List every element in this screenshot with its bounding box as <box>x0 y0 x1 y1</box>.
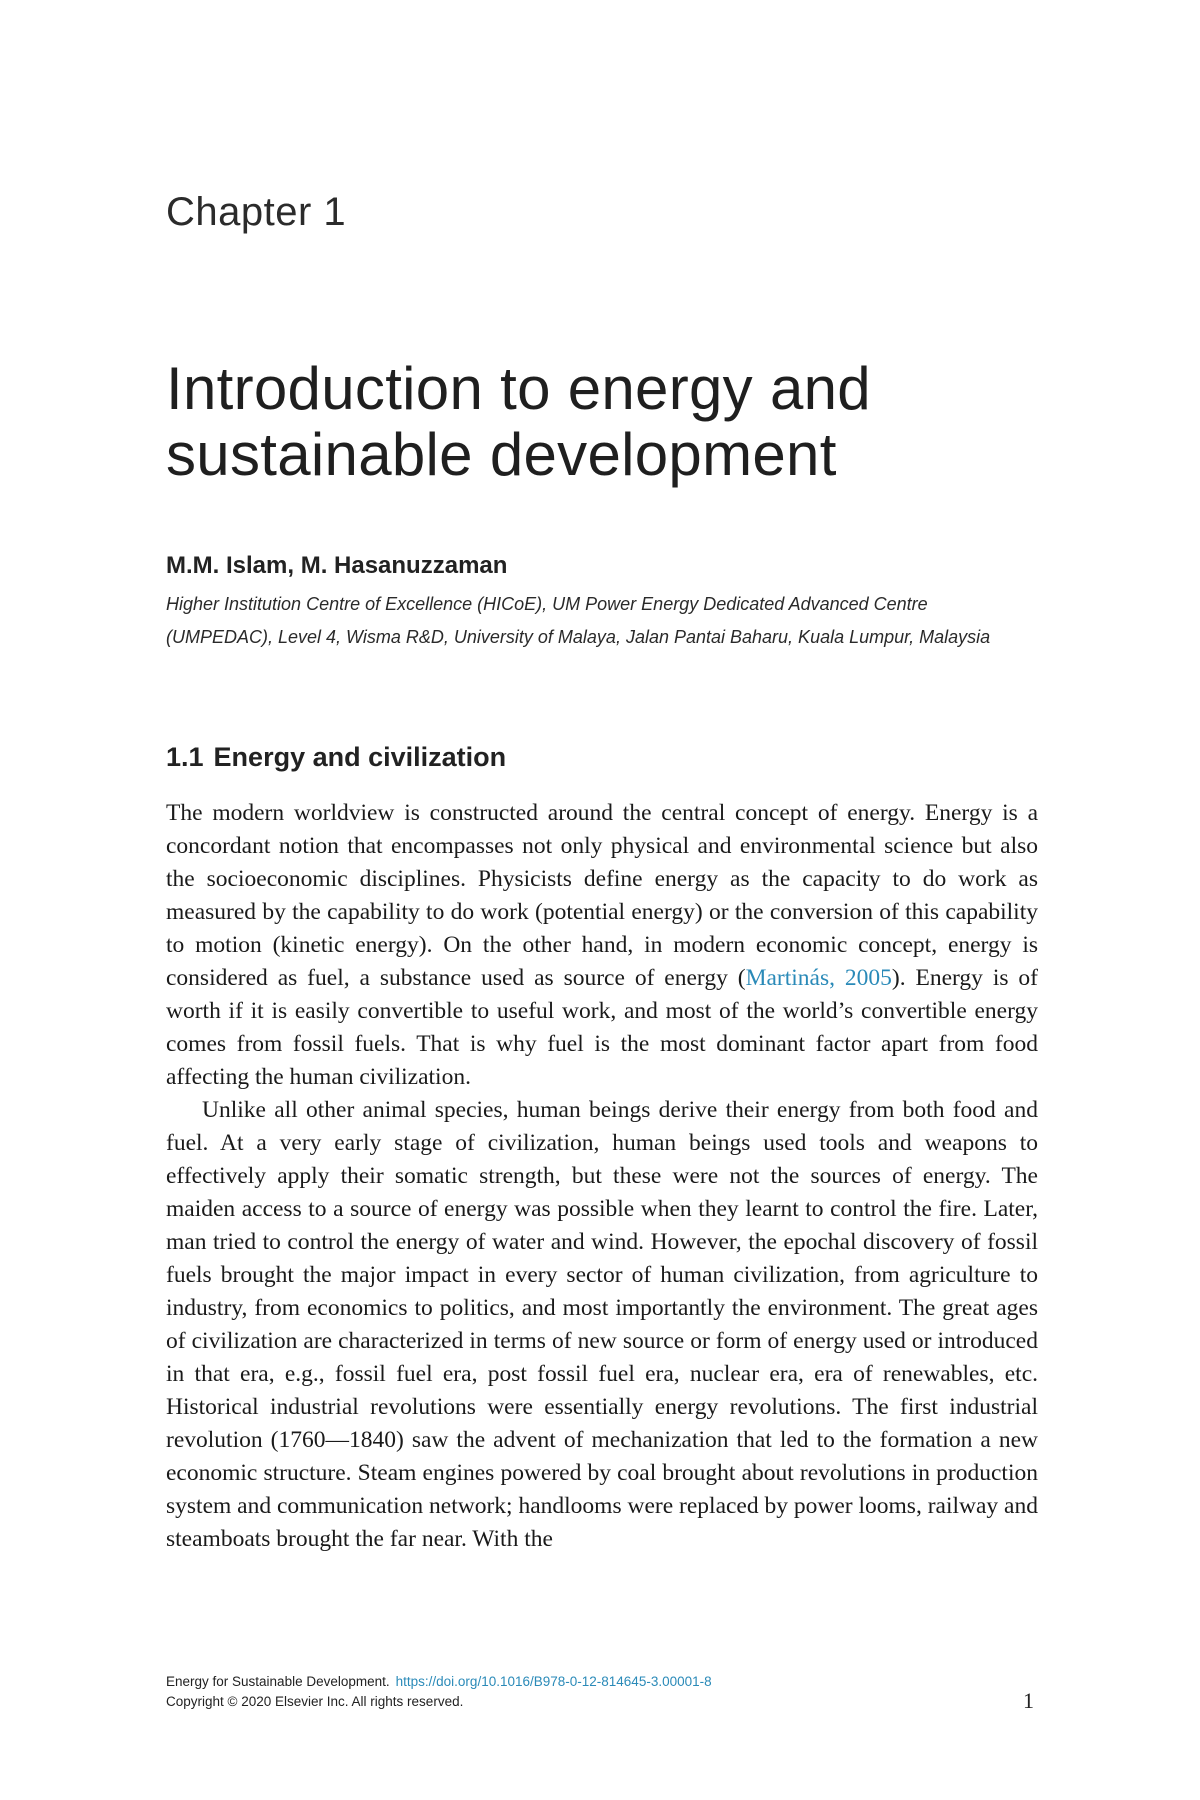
page-number: 1 <box>1023 1688 1034 1713</box>
chapter-title: Introduction to energy and sustainable development <box>166 355 871 488</box>
section-heading <box>166 742 506 773</box>
chapter-label: Chapter 1 <box>166 190 347 234</box>
page-footer <box>166 1672 1038 1712</box>
footer-copyright: Copyright © 2020 Elsevier Inc. All rights reserved. <box>166 1694 464 1709</box>
section-number: 1.1 <box>166 742 204 772</box>
paragraph-text-after-citation: ). Energy is of worth if it is easily convertible to useful work, and most of the world’s convertible energy comes from fossil fuels. That is why fuel is the most dominant factor apart from food affecting the human civilization. <box>166 965 1039 1090</box>
body-text <box>166 797 1038 1556</box>
footer-citation-line <box>166 1672 1038 1692</box>
paragraph-energy-definition <box>166 797 1038 1094</box>
paragraph-energy-history: Unlike all other animal species, human beings derive their energy from both food and fuel. At a very early stage of civilization, human beings used tools and weapons to effectively apply their somatic strength, but these were not the sources of energy. The maiden access to a source of energy was possible when they learnt to control the fire. Later, man tried to control the energy of water and wind. However, the epochal discovery of fossil fuels brought the major impact in every sector of human civilization, from agriculture to industry, from economics to politics, and most importantly the environment. The great ages of civilization are characterized in terms of new source or form of energy used or introduced in that era, e.g., fossil fuel era, post fossil fuel era, nuclear era, era of renewables, etc. Historical industrial revolutions were essentially energy revolutions. The first industrial revolution (1760—1840) saw the advent of mechanization that led to the formation a new economic structure. Steam engines powered by coal brought about revolutions in production system and communication network; handlooms were replaced by power looms, railway and steamboats brought the far near. With the <box>166 1097 1038 1552</box>
author-list: M.M. Islam, M. Hasanuzzaman <box>166 552 508 579</box>
doi-link[interactable]: https://doi.org/10.1016/B978-0-12-814645-3.00001-8 <box>395 1674 712 1689</box>
citation-link[interactable]: Martinás, 2005 <box>745 965 892 991</box>
author-affiliation: Higher Institution Centre of Excellence (HICoE), UM Power Energy Dedicated Advanced Centre (UMPEDAC), Level 4, Wisma R&D, University of Malaya, Jalan Pantai Baharu, Kuala Lumpur, Malaysia <box>166 594 991 647</box>
section-title: Energy and civilization <box>213 742 507 772</box>
footer-book-title: Energy for Sustainable Development. <box>166 1674 390 1689</box>
paragraph-text-before-citation: The modern worldview is constructed around the central concept of energy. Energy is a concordant notion that encompasses not only physical and environmental science but also the socioeconomic disciplines. Physicists define energy as the capacity to do work as measured by the capability to do work (potential energy) or the conversion of this capability to motion (kinetic energy). On the other hand, in modern economic concept, energy is considered as fuel, a substance used as source of energy ( <box>166 800 1038 991</box>
